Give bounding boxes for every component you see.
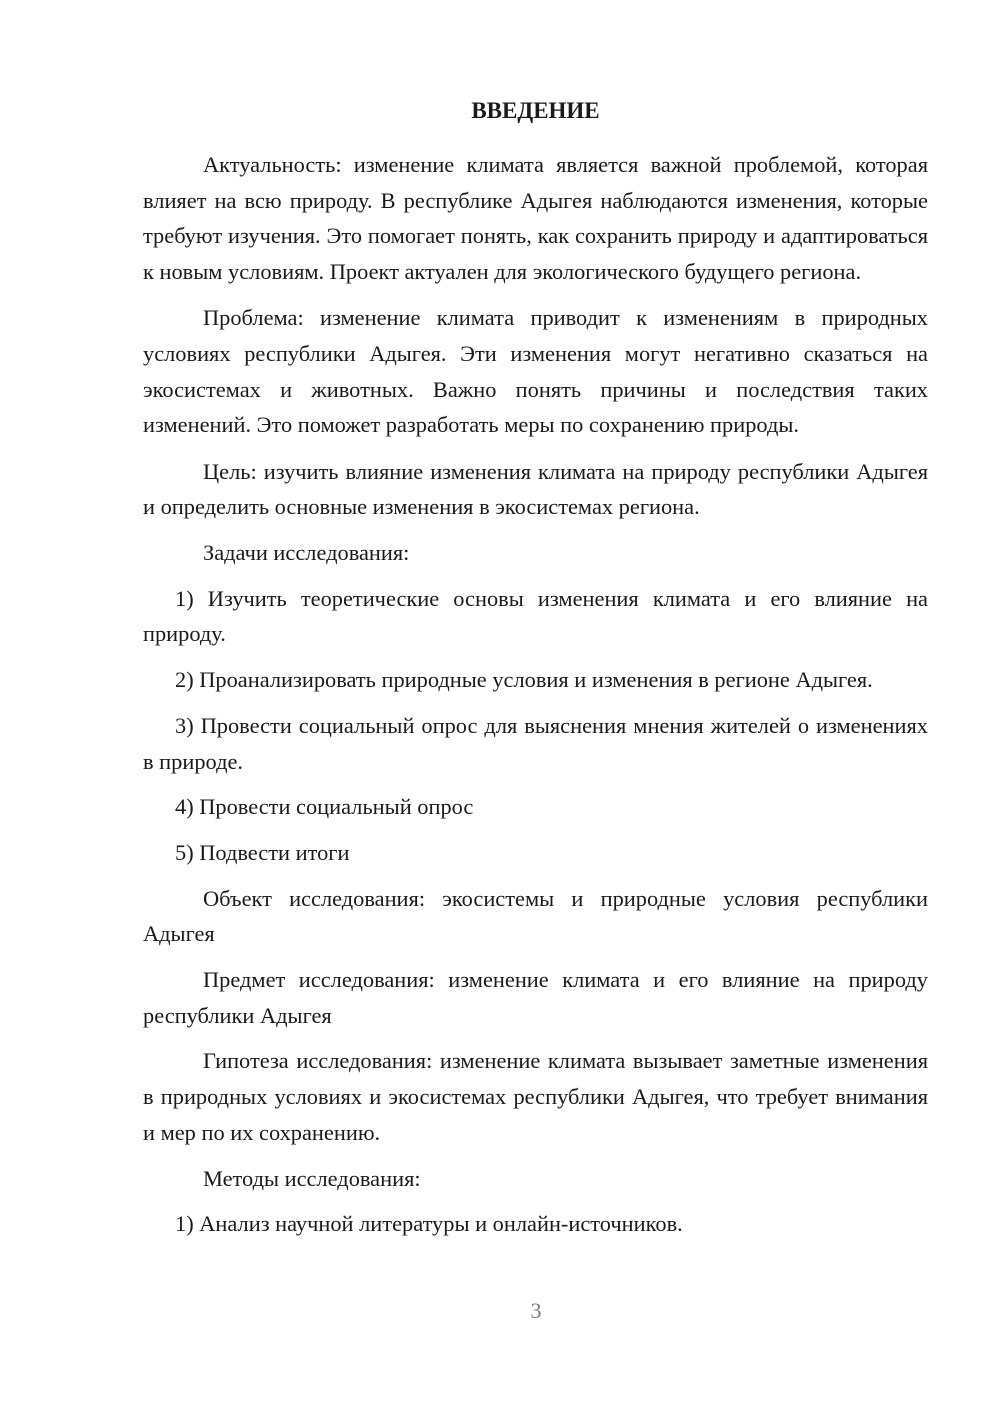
page-number: 3	[530, 1298, 542, 1323]
goal-paragraph: Цель: изучить влияние изменения климата на природу республики Адыгея и определить основные изменения в экосистемах региона.	[143, 458, 928, 520]
relevance-paragraph: Актуальность: изменение климата является важной проблемой, которая влияет на всю природу. В республике Адыгея наблюдаются изменения, которые требуют изучения. Это помогает понять, как сохранить природу и адаптироваться к новым условиям. Проект актуален для экологического будущего региона.	[143, 152, 928, 285]
methods-heading: Методы исследования:	[203, 1165, 421, 1191]
hypothesis-paragraph: Гипотеза исследования: изменение климата вызывает заметные изменения в природных условиях и экосистемах республики Адыгея, что требует внимания и мер по их сохранению.	[143, 1048, 928, 1145]
section-title: ВВЕДЕНИЕ	[471, 98, 600, 123]
method-item-1: 1) Анализ научной литературы и онлайн-источников.	[175, 1211, 683, 1237]
task-item-1: 1) Изучить теоретические основы изменения климата и его влияние на природу.	[143, 585, 928, 647]
task-item-5: 5) Подвести итоги	[175, 839, 350, 865]
object-paragraph: Объект исследования: экосистемы и природные условия республики Адыгея	[143, 885, 928, 947]
task-item-3: 3) Провести социальный опрос для выяснения мнения жителей о изменениях в природе.	[143, 712, 928, 774]
page-content	[143, 97, 928, 1242]
subject-paragraph: Предмет исследования: изменение климата и его влияние на природу республики Адыгея	[143, 967, 928, 1028]
task-item-2: 2) Проанализировать природные условия и изменения в регионе Адыгея.	[175, 667, 873, 693]
tasks-heading: Задачи исследования:	[203, 540, 410, 566]
task-item-4: 4) Провести социальный опрос	[175, 794, 474, 820]
problem-paragraph: Проблема: изменение климата приводит к изменениям в природных условиях республики Адыгея. Эти изменения могут негативно сказаться на экосистемах и животных. Важно понять причины и последствия таких изменений. Это поможет разработать меры по сохранению природы.	[143, 305, 928, 438]
